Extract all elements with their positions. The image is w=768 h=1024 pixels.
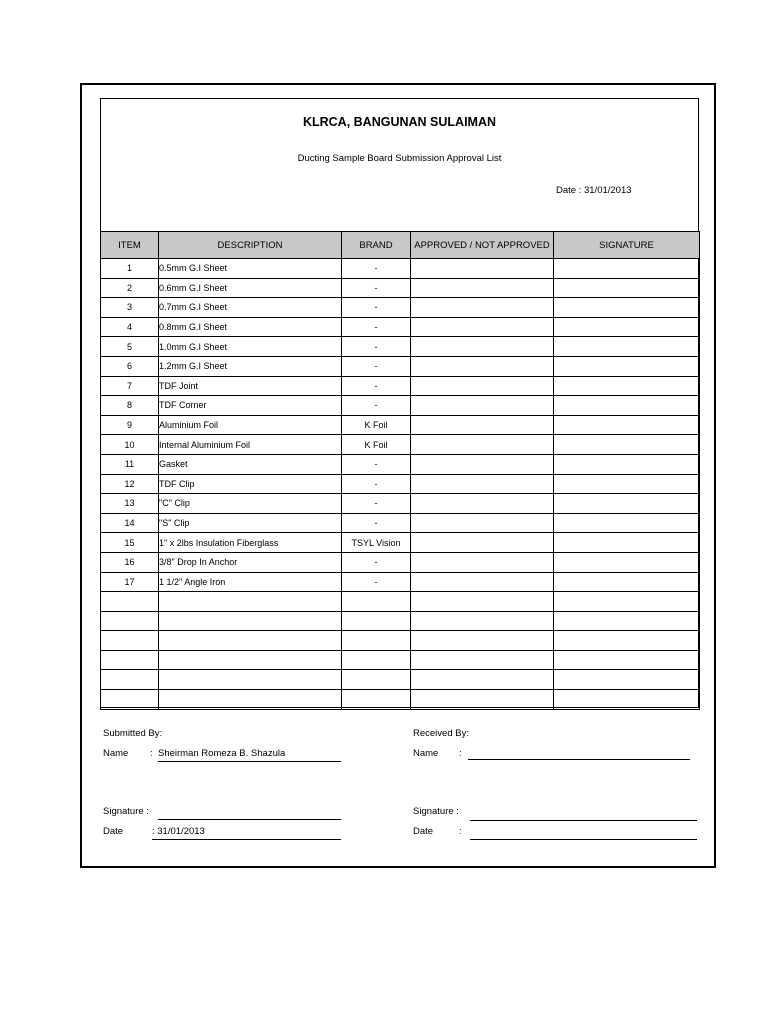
cell-brand: -: [342, 337, 411, 357]
table-row: [101, 278, 700, 298]
table-row: [101, 454, 700, 474]
cell-item: 5: [101, 337, 159, 357]
table-row: [101, 572, 700, 592]
table-row: [101, 376, 700, 396]
cell-brand: [342, 670, 411, 690]
cell-brand: -: [342, 317, 411, 337]
cell-approved[interactable]: [411, 513, 554, 533]
cell-item: 2: [101, 278, 159, 298]
cell-description: Internal Aluminium Foil: [159, 435, 342, 455]
table-row: [101, 631, 700, 651]
cell-signature[interactable]: [554, 611, 700, 631]
cell-brand: [342, 690, 411, 710]
cell-signature[interactable]: [554, 415, 700, 435]
submitted-signature-field[interactable]: [158, 805, 341, 820]
cell-signature[interactable]: [554, 572, 700, 592]
table-row: [101, 650, 700, 670]
cell-item: 10: [101, 435, 159, 455]
cell-brand: -: [342, 474, 411, 494]
column-header-signature: SIGNATURE: [554, 232, 700, 259]
cell-signature[interactable]: [554, 533, 700, 553]
table-body: [101, 259, 700, 710]
cell-brand: [342, 650, 411, 670]
cell-approved[interactable]: [411, 552, 554, 572]
cell-description: 1" x 2lbs Insulation Fiberglass: [159, 533, 342, 553]
cell-approved[interactable]: [411, 259, 554, 279]
cell-brand: [342, 631, 411, 651]
cell-item: 7: [101, 376, 159, 396]
cell-item: [101, 670, 159, 690]
cell-approved[interactable]: [411, 415, 554, 435]
cell-approved[interactable]: [411, 533, 554, 553]
table-row: [101, 670, 700, 690]
received-name-label: Name: [413, 748, 439, 759]
cell-description: Gasket: [159, 454, 342, 474]
document-subtitle: Ducting Sample Board Submission Approval List: [297, 153, 502, 164]
cell-signature[interactable]: [554, 670, 700, 690]
cell-brand: -: [342, 259, 411, 279]
cell-description: [159, 631, 342, 651]
cell-description: 1.0mm G.I Sheet: [159, 337, 342, 357]
cell-item: [101, 650, 159, 670]
received-date-colon: :: [459, 826, 462, 837]
cell-signature[interactable]: [554, 592, 700, 612]
cell-item: 6: [101, 356, 159, 376]
cell-description: [159, 611, 342, 631]
cell-brand: -: [342, 552, 411, 572]
cell-brand: -: [342, 572, 411, 592]
cell-brand: -: [342, 396, 411, 416]
cell-brand: -: [342, 513, 411, 533]
table-row: [101, 337, 700, 357]
cell-approved[interactable]: [411, 494, 554, 514]
column-header-approved: APPROVED / NOT APPROVED: [411, 232, 554, 259]
cell-approved[interactable]: [411, 592, 554, 612]
cell-item: 13: [101, 494, 159, 514]
cell-item: 12: [101, 474, 159, 494]
cell-approved[interactable]: [411, 435, 554, 455]
cell-signature[interactable]: [554, 278, 700, 298]
cell-description: Aluminium Foil: [159, 415, 342, 435]
cell-description: [159, 650, 342, 670]
cell-approved[interactable]: [411, 670, 554, 690]
cell-approved[interactable]: [411, 572, 554, 592]
cell-item: 16: [101, 552, 159, 572]
cell-item: [101, 631, 159, 651]
cell-brand: [342, 592, 411, 612]
submitted-date-label: Date: [103, 826, 124, 837]
cell-brand: K Foil: [342, 415, 411, 435]
cell-item: 17: [101, 572, 159, 592]
cell-brand: -: [342, 356, 411, 376]
received-date-label: Date: [413, 826, 434, 837]
cell-item: 9: [101, 415, 159, 435]
cell-brand: -: [342, 376, 411, 396]
submitted-name-colon: :: [150, 748, 153, 759]
table-header-row: [101, 232, 700, 259]
cell-description: "C" Clip: [159, 494, 342, 514]
received-date-field[interactable]: [470, 825, 697, 840]
cell-item: 15: [101, 533, 159, 553]
cell-description: 1 1/2" Angle Iron: [159, 572, 342, 592]
table-row: [101, 396, 700, 416]
cell-brand: -: [342, 298, 411, 318]
cell-item: 14: [101, 513, 159, 533]
cell-signature[interactable]: [554, 631, 700, 651]
cell-signature[interactable]: [554, 396, 700, 416]
received-name-colon: :: [459, 748, 462, 759]
cell-approved[interactable]: [411, 298, 554, 318]
cell-approved[interactable]: [411, 396, 554, 416]
cell-description: [159, 592, 342, 612]
cell-description: 0.6mm G.I Sheet: [159, 278, 342, 298]
cell-signature[interactable]: [554, 317, 700, 337]
cell-item: 11: [101, 454, 159, 474]
cell-signature[interactable]: [554, 552, 700, 572]
table-row: [101, 513, 700, 533]
document-date: Date : 31/01/2013: [556, 185, 632, 196]
received-signature-label: Signature :: [413, 806, 459, 817]
cell-approved[interactable]: [411, 454, 554, 474]
cell-approved[interactable]: [411, 690, 554, 710]
cell-signature[interactable]: [554, 513, 700, 533]
cell-description: TDF Clip: [159, 474, 342, 494]
cell-approved[interactable]: [411, 356, 554, 376]
table-row: [101, 298, 700, 318]
received-signature-field[interactable]: [470, 806, 697, 821]
received-by-heading: Received By:: [413, 728, 469, 739]
cell-signature[interactable]: [554, 474, 700, 494]
table-row: [101, 592, 700, 612]
cell-item: 1: [101, 259, 159, 279]
cell-description: 0.7mm G.I Sheet: [159, 298, 342, 318]
cell-signature[interactable]: [554, 454, 700, 474]
cell-approved[interactable]: [411, 337, 554, 357]
approval-table: [100, 231, 700, 710]
cell-signature[interactable]: [554, 259, 700, 279]
column-header-brand: BRAND: [342, 232, 411, 259]
cell-brand: [342, 611, 411, 631]
cell-description: TDF Joint: [159, 376, 342, 396]
cell-approved[interactable]: [411, 317, 554, 337]
cell-brand: -: [342, 494, 411, 514]
cell-description: 1.2mm G.I Sheet: [159, 356, 342, 376]
cell-signature[interactable]: [554, 337, 700, 357]
cell-signature[interactable]: [554, 376, 700, 396]
cell-item: [101, 611, 159, 631]
cell-description: [159, 690, 342, 710]
cell-item: 4: [101, 317, 159, 337]
column-header-item: ITEM: [101, 232, 159, 259]
cell-description: TDF Corner: [159, 396, 342, 416]
cell-description: 0.8mm G.I Sheet: [159, 317, 342, 337]
table-row: [101, 356, 700, 376]
cell-approved[interactable]: [411, 631, 554, 651]
column-header-description: DESCRIPTION: [159, 232, 342, 259]
cell-approved[interactable]: [411, 650, 554, 670]
table-row: [101, 415, 700, 435]
cell-description: 0.5mm G.I Sheet: [159, 259, 342, 279]
table-row: [101, 533, 700, 553]
cell-signature[interactable]: [554, 356, 700, 376]
cell-signature[interactable]: [554, 650, 700, 670]
received-name-field[interactable]: [468, 745, 690, 760]
cell-signature[interactable]: [554, 494, 700, 514]
table-row: [101, 317, 700, 337]
cell-brand: K Foil: [342, 435, 411, 455]
cell-item: 3: [101, 298, 159, 318]
table-row: [101, 552, 700, 572]
cell-item: [101, 592, 159, 612]
table-row: [101, 494, 700, 514]
cell-description: 3/8" Drop In Anchor: [159, 552, 342, 572]
submitted-by-heading: Submitted By:: [103, 728, 163, 739]
cell-brand: -: [342, 454, 411, 474]
cell-approved[interactable]: [411, 278, 554, 298]
table-row: [101, 474, 700, 494]
submitted-signature-label: Signature :: [103, 806, 149, 817]
cell-approved[interactable]: [411, 474, 554, 494]
table-row: [101, 259, 700, 279]
table-row: [101, 690, 700, 710]
submitted-name-field[interactable]: Sheirman Romeza B. Shazula: [158, 747, 341, 762]
submitted-date-field[interactable]: : 31/01/2013: [152, 825, 341, 840]
cell-brand: TSYL Vision: [342, 533, 411, 553]
cell-signature[interactable]: [554, 298, 700, 318]
cell-brand: -: [342, 278, 411, 298]
cell-approved[interactable]: [411, 376, 554, 396]
table-row: [101, 611, 700, 631]
cell-approved[interactable]: [411, 611, 554, 631]
cell-item: 8: [101, 396, 159, 416]
cell-description: "S" Clip: [159, 513, 342, 533]
cell-signature[interactable]: [554, 435, 700, 455]
table-row: [101, 435, 700, 455]
submitted-name-label: Name: [103, 748, 129, 759]
document-title: KLRCA, BANGUNAN SULAIMAN: [302, 115, 497, 129]
cell-signature[interactable]: [554, 690, 700, 710]
cell-description: [159, 670, 342, 690]
cell-item: [101, 690, 159, 710]
